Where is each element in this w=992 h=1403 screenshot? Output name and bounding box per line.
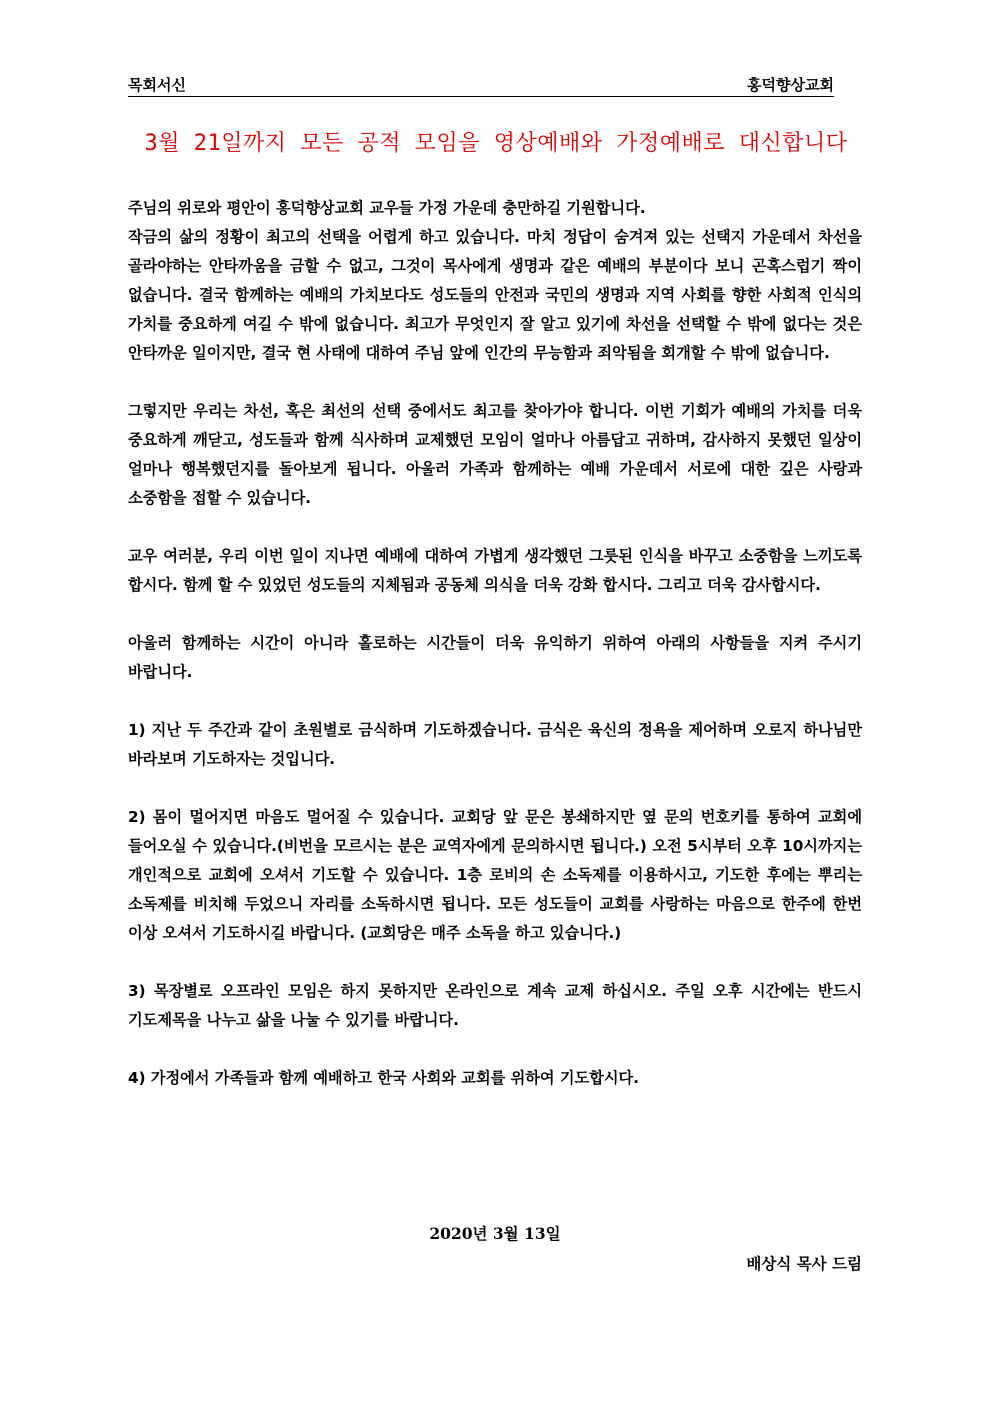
header-left-label: 목회서신 — [128, 76, 186, 94]
item-church-access: 2) 몸이 멀어지면 마음도 멀어질 수 있습니다. 교회당 앞 문은 봉쇄하지만 옆 문의 번호키를 통하여 교회에 들어오실 수 있습니다.(비번을 모르시는 분은 교역자에게 문의하시면 됩니다.) 오전 5시부터 오후 10시까지는 개인적으로 교회에 오셔서 기도할 수 있습니다. 1층 로비의 손 소독제를 이용하시고, 기도한 후에는 뿌리는 소독제를 비치해 두었으니 자리를 소독하시면 됩니다. 모든 성도들이 교회를 사랑하는 마음으로 한주에 한번 이상 오셔서 기도하시길 바랍니다. (교회당은 매주 소독을 하고 있습니다.) — [128, 808, 862, 942]
paragraph-exhortation: 교우 여러분, 우리 이번 일이 지나면 예배에 대하여 가볍게 생각했던 그릇된 인식을 바꾸고 소중함을 느끼도록 합시다. 함께 할 수 있었던 성도들의 지체됨과 공동체 의식을 더욱 강화 합시다. 그리고 더욱 감사합시다. — [128, 547, 862, 594]
paragraph-situation: 작금의 삶의 정황이 최고의 선택을 어렵게 하고 있습니다. 마치 정답이 숨겨져 있는 선택지 가운데서 차선을 골라야하는 안타까움을 금할 수 없고, 그것이 목사에게 생명과 같은 예배의 부분이다 보니 곤혹스럽기 짝이 없습니다. 결국 함께하는 예배의 가치보다도 성도들의 안전과 국민의 생명과 지역 사회를 향한 사회적 인식의 가치를 중요하게 여길 수 밖에 없습니다. 최고가 무엇인지 잘 알고 있기에 차선을 선택할 수 밖에 없다는 것은 안타까운 일이지만, 결국 현 사태에 대하여 주님 앞에 인간의 무능함과 죄악됨을 회개할 수 밖에 없습니다. — [128, 228, 862, 362]
header-church-name: 홍덕향상교회 — [747, 76, 834, 94]
item-fasting: 1) 지난 두 주간과 같이 초원별로 금식하며 기도하겠습니다. 금식은 육신의 정욕을 제어하며 오로지 하나님만 바라보며 기도하자는 것입니다. — [128, 721, 862, 768]
paragraph-greeting: 주님의 위로와 평안이 홍덕향상교회 교우들 가정 가운데 충만하길 기원합니다. — [128, 199, 646, 217]
item-family-worship: 4) 가정에서 가족들과 함께 예배하고 한국 사회와 교회를 위하여 기도합시다. — [128, 1069, 639, 1087]
letter-signature: 배상식 목사 드림 — [746, 1254, 862, 1273]
letter-title: 3월 21일까지 모든 공적 모임을 영상예배와 가정예배로 대신합니다 — [144, 131, 848, 156]
item-online-fellowship: 3) 목장별로 오프라인 모임은 하지 못하지만 온라인으로 계속 교제 하십시오. 주일 오후 시간에는 반드시 기도제목을 나누고 삶을 나눌 수 있기를 바랍니다. — [128, 982, 862, 1029]
letter-body — [128, 194, 862, 1122]
paragraph-reflection: 그렇지만 우리는 차선, 혹은 최선의 선택 중에서도 최고를 찾아가야 합니다. 이번 기회가 예배의 가치를 더욱 중요하게 깨닫고, 성도들과 함께 식사하며 교제했던 모임이 얼마나 아름답고 귀하며, 감사하지 못했던 일상이 얼마나 행복했던지를 돌아보게 됩니다. 아울러 가족과 함께하는 예배 가운데서 서로에 대한 깊은 사랑과 소중함을 접할 수 있습니다. — [128, 402, 862, 507]
paragraph-request: 아울러 함께하는 시간이 아니라 홀로하는 시간들이 더욱 유익하기 위하여 아래의 사항들을 지켜 주시기 바랍니다. — [128, 634, 862, 681]
letter-date: 2020년 3월 13일 — [429, 1224, 561, 1243]
page-header — [128, 74, 834, 97]
